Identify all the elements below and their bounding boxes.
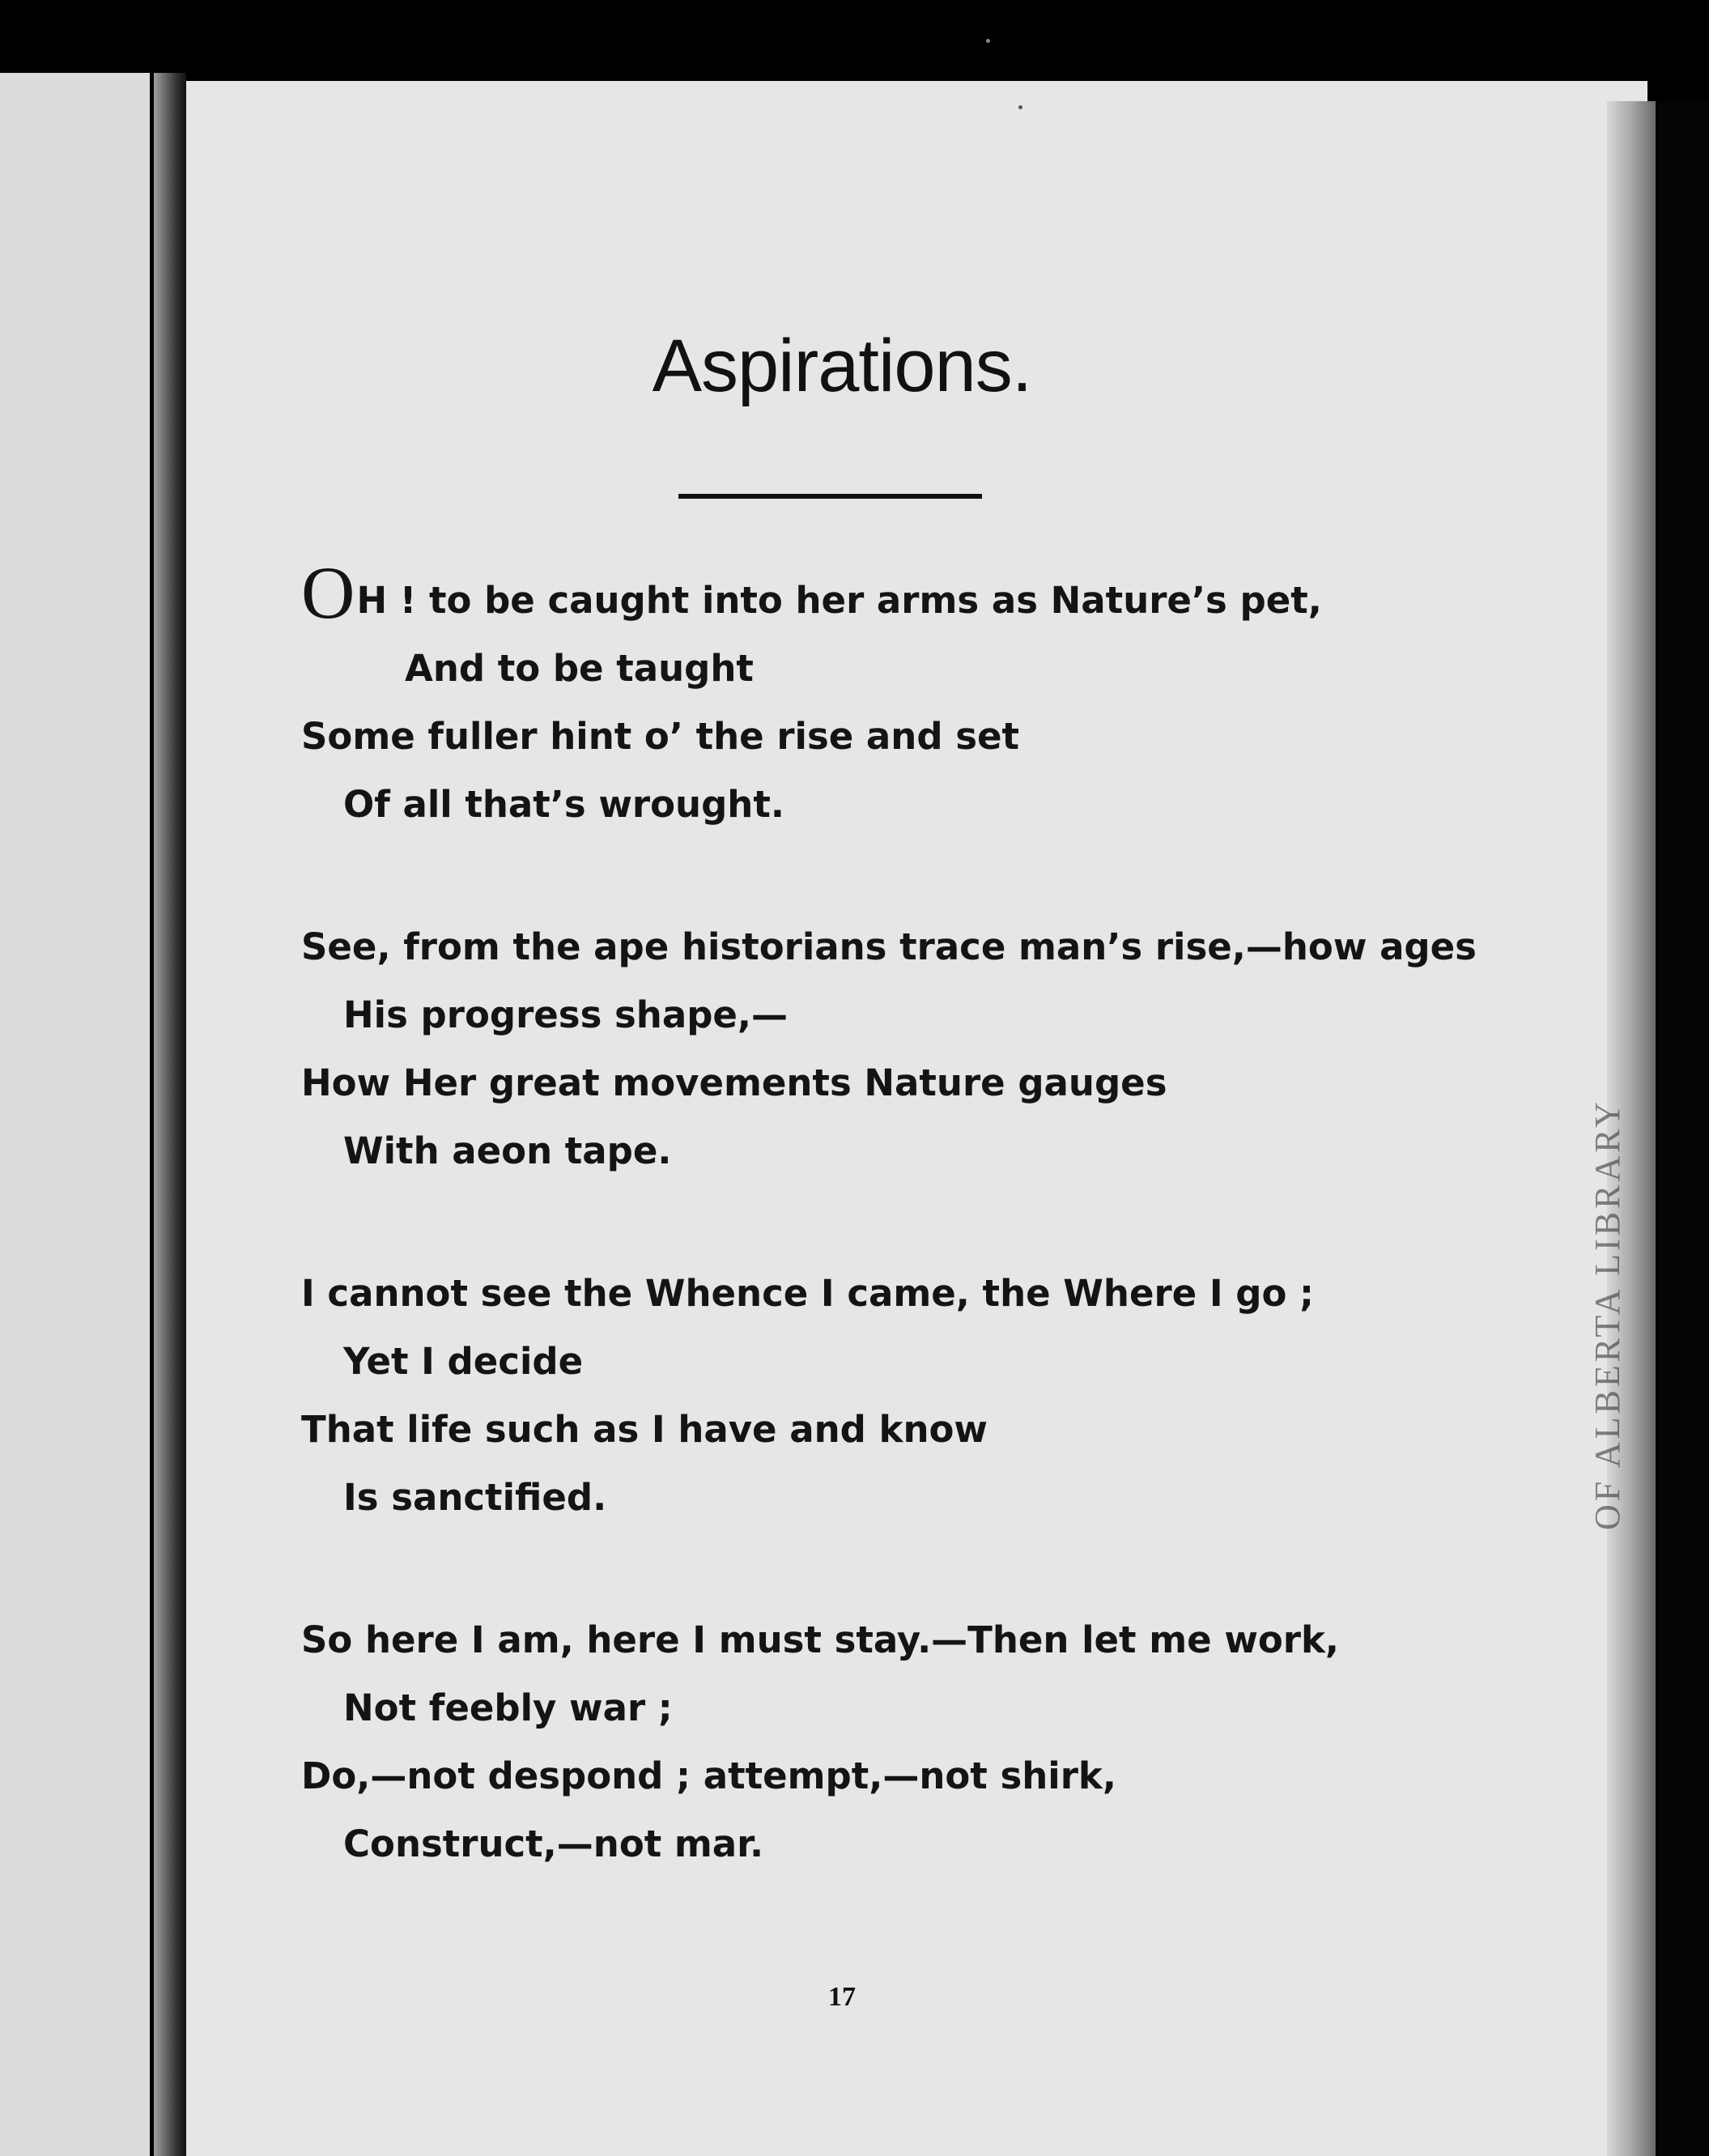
- poem-line: Some fuller hint o’ the rise and set: [301, 715, 1020, 758]
- left-facing-page: [0, 73, 150, 2156]
- scan-speck: [1018, 105, 1022, 109]
- poem-line: See, from the ape historians trace man’s rise,—how ages: [301, 925, 1477, 968]
- library-stamp-text: OF ALBERTA LIBRARY: [1588, 1099, 1627, 1530]
- stanza-break: [301, 1532, 1516, 1606]
- poem-line: Yet I decide: [343, 1340, 584, 1383]
- stanza-break: [301, 839, 1516, 913]
- poem-line: Not feebly war ;: [343, 1686, 673, 1729]
- poem-line: His progress shape,—: [343, 993, 789, 1036]
- poem-title: Aspirations.: [652, 325, 1032, 407]
- page-number: 17: [828, 1982, 856, 2012]
- poem-line: Do,—not despond ; attempt,—not shirk,: [301, 1754, 1116, 1797]
- poem-line: Of all that’s wrought.: [343, 783, 784, 826]
- scan-speck: [986, 39, 990, 43]
- scan-border-right: [1656, 101, 1709, 2156]
- poem-line: With aeon tape.: [343, 1129, 672, 1172]
- library-stamp: [1587, 1012, 1652, 1530]
- poem-line: [301, 551, 1516, 635]
- poem-line-text: H ! to be caught into her arms as Nature’s pet,: [356, 579, 1322, 622]
- stanza-break: [301, 1185, 1516, 1260]
- poem-line: How Her great movements Nature gauges: [301, 1061, 1167, 1104]
- drop-cap: O: [301, 551, 355, 634]
- poem-line: So here I am, here I must stay.—Then let me work,: [301, 1618, 1340, 1661]
- poem-line: Construct,—not mar.: [343, 1822, 764, 1865]
- poem-line: Is sanctified.: [343, 1476, 607, 1519]
- book-gutter: [154, 73, 186, 2156]
- poem-line: I cannot see the Whence I came, the Where I go ;: [301, 1272, 1315, 1315]
- title-rule: [678, 494, 982, 499]
- poem-body: [301, 551, 1516, 1878]
- poem-line: And to be taught: [405, 647, 754, 690]
- poem-line: That life such as I have and know: [301, 1408, 988, 1451]
